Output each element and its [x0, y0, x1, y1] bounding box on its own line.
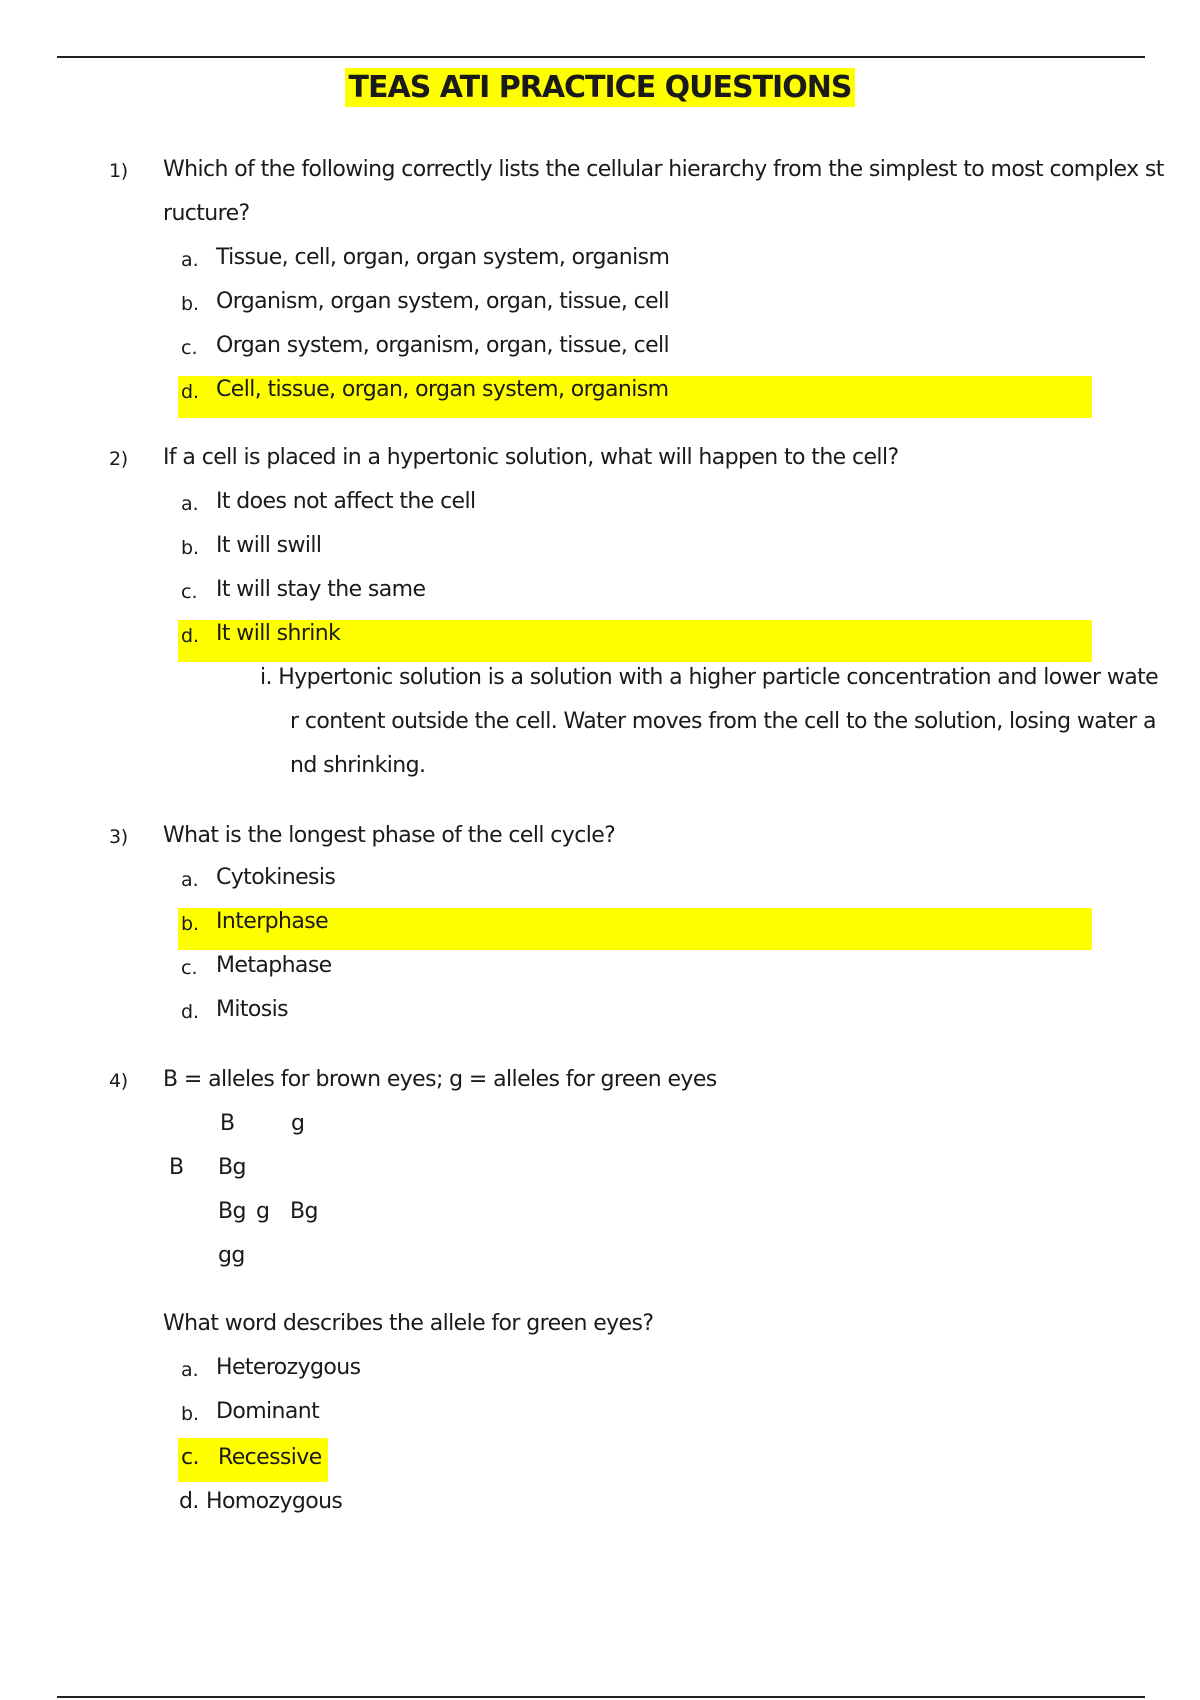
option-letter: a. — [181, 869, 199, 891]
option-text: Tissue, cell, organ, organ system, organism — [216, 245, 670, 270]
option-letter: b. — [181, 293, 200, 315]
question-number: 4) — [109, 1070, 128, 1092]
option-letter: a. — [181, 249, 199, 271]
punnett-header: g — [291, 1111, 305, 1136]
option-text: It will stay the same — [216, 577, 426, 602]
bottom-rule — [57, 1696, 1145, 1698]
option-text: Interphase — [216, 909, 329, 934]
option-letter: c. — [181, 337, 198, 359]
explanation-text-cont: nd shrinking. — [290, 753, 426, 778]
option-letter: b. — [181, 1403, 200, 1425]
option-letter: d. — [181, 381, 200, 403]
question-text-cont: ructure? — [163, 201, 250, 226]
explanation-text: i. Hypertonic solution is a solution with a higher particle concentration and lower wate — [260, 665, 1159, 690]
option-letter: d. — [179, 1489, 199, 1514]
option-letter: c. — [181, 581, 198, 603]
question-text: What is the longest phase of the cell cycle? — [163, 823, 616, 848]
option-text: Cell, tissue, organ, organ system, organism — [216, 377, 669, 402]
question-number: 3) — [109, 826, 128, 848]
question-number: 2) — [109, 448, 128, 470]
punnett-row-label: B — [169, 1155, 184, 1180]
option-text: Metaphase — [216, 953, 332, 978]
punnett-row-label: g — [256, 1199, 270, 1224]
option-letter: b. — [181, 913, 200, 935]
option-text: Recessive — [218, 1445, 322, 1470]
punnett-header: B — [220, 1111, 235, 1136]
option-text: Dominant — [216, 1399, 320, 1424]
option-letter: b. — [181, 537, 200, 559]
option-text: Organ system, organism, organ, tissue, cell — [216, 333, 670, 358]
option-text: It will swill — [216, 533, 322, 558]
punnett-cell: Bg — [218, 1199, 246, 1224]
option-letter: d. — [181, 625, 200, 647]
page-title: TEAS ATI PRACTICE QUESTIONS — [0, 70, 1200, 105]
explanation-text-cont: r content outside the cell. Water moves from the cell to the solution, losing water a — [290, 709, 1156, 734]
top-rule — [57, 56, 1145, 58]
question-number: 1) — [109, 160, 128, 182]
option-text: It will shrink — [216, 621, 341, 646]
option-letter: c. — [181, 957, 198, 979]
punnett-cell: Bg — [218, 1155, 246, 1180]
option-text: Heterozygous — [216, 1355, 361, 1380]
punnett-cell: Bg — [290, 1199, 318, 1224]
option-letter: a. — [181, 1359, 199, 1381]
option-text: Mitosis — [216, 997, 289, 1022]
option-letter: a. — [181, 493, 199, 515]
question-prompt: What word describes the allele for green eyes? — [163, 1311, 654, 1336]
option-text: It does not affect the cell — [216, 489, 476, 514]
option-letter: c. — [181, 1445, 199, 1470]
option-text: Cytokinesis — [216, 865, 336, 890]
option-text: Homozygous — [206, 1489, 343, 1514]
question-text: B = alleles for brown eyes; g = alleles for green eyes — [163, 1067, 717, 1092]
option-letter: d. — [181, 1001, 200, 1023]
punnett-cell: gg — [218, 1243, 245, 1268]
question-text: Which of the following correctly lists the cellular hierarchy from the simplest to most complex st — [163, 157, 1164, 182]
question-text: If a cell is placed in a hypertonic solution, what will happen to the cell? — [163, 445, 899, 470]
option-text: Organism, organ system, organ, tissue, cell — [216, 289, 670, 314]
